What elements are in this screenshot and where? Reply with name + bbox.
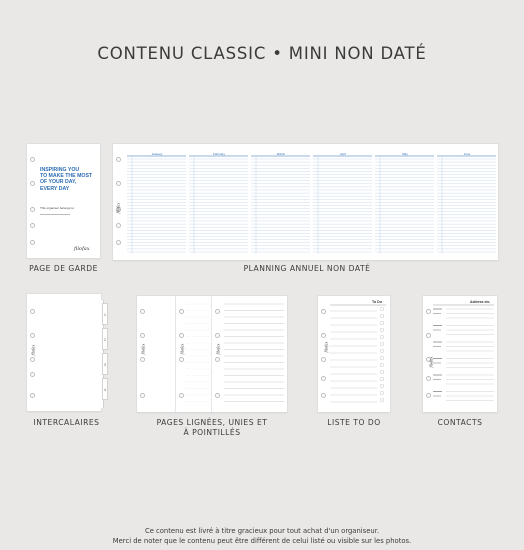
- label-lined-line: À POINTILLÉS: [183, 428, 241, 437]
- todo-heading: To Do: [372, 300, 382, 304]
- footer-line: Merci de noter que le contenu peut être différent de celui listé ou visible sur les photos.: [112, 536, 412, 545]
- label-todo: LISTE TO DO: [327, 418, 381, 427]
- divider-tab: 2: [102, 328, 108, 350]
- plain-brand-logo: filofax: [141, 343, 146, 355]
- cover-brand-logo: filofax: [74, 246, 90, 252]
- divider-tab: 3: [102, 353, 108, 375]
- month-header: March: [276, 152, 286, 156]
- contacts-heading: Address etc.: [470, 300, 491, 304]
- cover-organiser-text: This organiser belongs to:: [40, 206, 75, 210]
- divider-tab: 4: [102, 378, 108, 400]
- inspire-line: TO MAKE THE MOST: [40, 173, 93, 180]
- inspire-line: OF YOUR DAY,: [40, 179, 77, 186]
- month-header: April: [339, 152, 346, 156]
- footer-line: Ce contenu est livré à titre gracieux pour tout achat d'un organiseur.: [144, 527, 380, 535]
- inspire-line: EVERY DAY: [40, 185, 70, 192]
- month-header: June: [463, 152, 471, 156]
- label-lined-line: PAGES LIGNÉES, UNIES ET: [156, 418, 268, 427]
- contacts-brand-logo: filofax: [429, 356, 434, 368]
- label-dividers: INTERCALAIRES: [33, 418, 100, 427]
- lined-brand-logo: filofax: [216, 343, 221, 355]
- dividers-brand-logo: filofax: [31, 344, 36, 356]
- label-planner: PLANNING ANNUEL NON DATÉ: [243, 264, 371, 273]
- label-cover: PAGE DE GARDE: [29, 264, 98, 273]
- inspire-line: INSPIRING YOU: [40, 167, 80, 173]
- footer-note: [0, 527, 524, 546]
- todo-brand-logo: filofax: [324, 341, 329, 353]
- page-title: CONTENU CLASSIC • MINI NON DATÉ: [97, 44, 427, 63]
- planner-brand-logo: filofax: [116, 202, 121, 214]
- dotted-brand-logo: filofax: [180, 343, 185, 355]
- label-contacts: CONTACTS: [437, 418, 483, 427]
- month-header: February: [212, 152, 225, 156]
- month-header: May: [402, 152, 408, 156]
- divider-tab: 1: [102, 303, 108, 325]
- month-header: January: [151, 152, 163, 156]
